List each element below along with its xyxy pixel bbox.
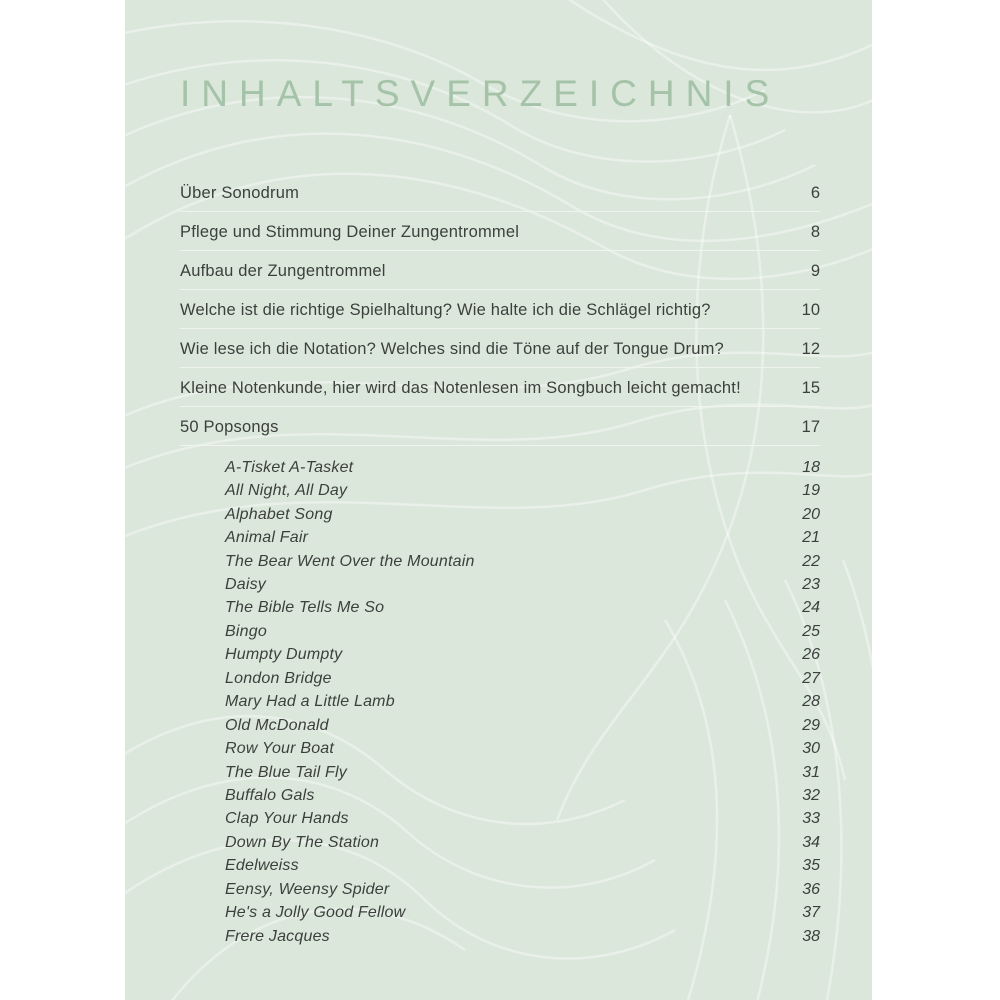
toc-song-row [225,479,820,502]
page-title: INHALTSVERZEICHNIS [180,73,781,114]
toc-song-title: Row Your Boat [225,740,335,758]
toc-section-page: 10 [801,300,820,319]
toc-section-row [180,378,820,407]
toc-section-label: Kleine Notenkunde, hier wird das Notenlesen im Songbuch leicht gemacht! [180,378,741,397]
toc-song-row [225,667,820,690]
toc-section-label: Über Sonodrum [180,183,300,202]
toc-song-row [225,737,820,760]
toc-song-title: The Bear Went Over the Mountain [225,552,475,570]
toc-song-list [180,456,820,949]
toc-song-title: Animal Fair [225,529,309,547]
toc-song-page: 27 [802,669,820,687]
toc-sections [180,183,820,446]
toc-section-row [180,261,820,290]
toc-song-title: Old McDonald [225,716,329,734]
toc-section-page: 6 [810,183,820,202]
toc-song-row [225,878,820,901]
toc-song-row [225,456,820,479]
toc-song-page: 23 [802,575,820,593]
toc-song-title: Humpty Dumpty [225,646,343,664]
toc-song-page: 31 [802,763,820,781]
toc-song-page: 36 [802,880,820,898]
toc-section-page: 17 [801,417,820,436]
toc-song-page: 35 [802,857,820,875]
toc-section-label: Welche ist die richtige Spielhaltung? Wie halte ich die Schlägel richtig? [180,300,711,319]
toc-section-page: 8 [810,222,820,241]
toc-song-row [225,550,820,573]
toc-song-page: 24 [802,599,820,617]
toc-section-row [180,300,820,329]
toc-song-title: Edelweiss [225,857,299,875]
toc-song-title: Buffalo Gals [225,787,315,805]
toc-content [125,74,872,948]
toc-song-page: 26 [802,646,820,664]
toc-song-row [225,573,820,596]
toc-song-row [225,714,820,737]
toc-song-title: He's a Jolly Good Fellow [225,904,406,922]
toc-song-page: 19 [802,482,820,500]
toc-song-row [225,925,820,948]
toc-section-label: Aufbau der Zungentrommel [180,261,386,280]
toc-song-row [225,643,820,666]
toc-section-page: 12 [801,339,820,358]
toc-song-row [225,596,820,619]
toc-section-label: Pflege und Stimmung Deiner Zungentrommel [180,222,520,241]
toc-song-title: All Night, All Day [225,482,348,500]
toc-song-page: 29 [802,716,820,734]
toc-song-page: 37 [802,904,820,922]
toc-song-page: 34 [802,833,820,851]
toc-song-title: Down By The Station [225,833,380,851]
toc-song-title: The Bible Tells Me So [225,599,385,617]
toc-song-page: 18 [802,458,820,476]
toc-song-title: Bingo [225,622,267,640]
toc-song-page: 33 [802,810,820,828]
toc-song-row [225,690,820,713]
toc-song-title: The Blue Tail Fly [225,763,347,781]
toc-song-row [225,503,820,526]
toc-section-page: 9 [810,261,820,280]
toc-song-page: 25 [802,622,820,640]
toc-song-page: 30 [802,740,820,758]
toc-section-row [180,222,820,251]
toc-song-title: Mary Had a Little Lamb [225,693,395,711]
toc-section-row [180,339,820,368]
toc-song-page: 38 [802,927,820,945]
toc-song-page: 32 [802,787,820,805]
toc-song-title: Daisy [225,575,267,593]
toc-song-title: London Bridge [225,669,332,687]
toc-song-title: Clap Your Hands [225,810,349,828]
toc-section-page: 15 [801,378,820,397]
toc-song-row [225,526,820,549]
toc-song-title: Frere Jacques [225,927,330,945]
toc-song-page: 21 [802,529,820,547]
toc-song-page: 22 [802,552,820,570]
toc-song-row [225,831,820,854]
toc-page [125,0,872,1000]
toc-section-row-popsongs [180,417,820,446]
toc-song-row [225,784,820,807]
toc-section-row [180,183,820,212]
toc-song-title: A-Tisket A-Tasket [225,458,354,476]
toc-song-page: 28 [802,693,820,711]
toc-song-title: Alphabet Song [225,505,333,523]
toc-song-page: 20 [802,505,820,523]
toc-section-label: Wie lese ich die Notation? Welches sind die Töne auf der Tongue Drum? [180,339,724,358]
toc-song-row [225,620,820,643]
toc-song-title: Eensy, Weensy Spider [225,880,390,898]
toc-song-row [225,901,820,924]
toc-section-label: 50 Popsongs [180,417,279,436]
toc-song-row [225,854,820,877]
toc-song-row [225,807,820,830]
toc-song-row [225,761,820,784]
